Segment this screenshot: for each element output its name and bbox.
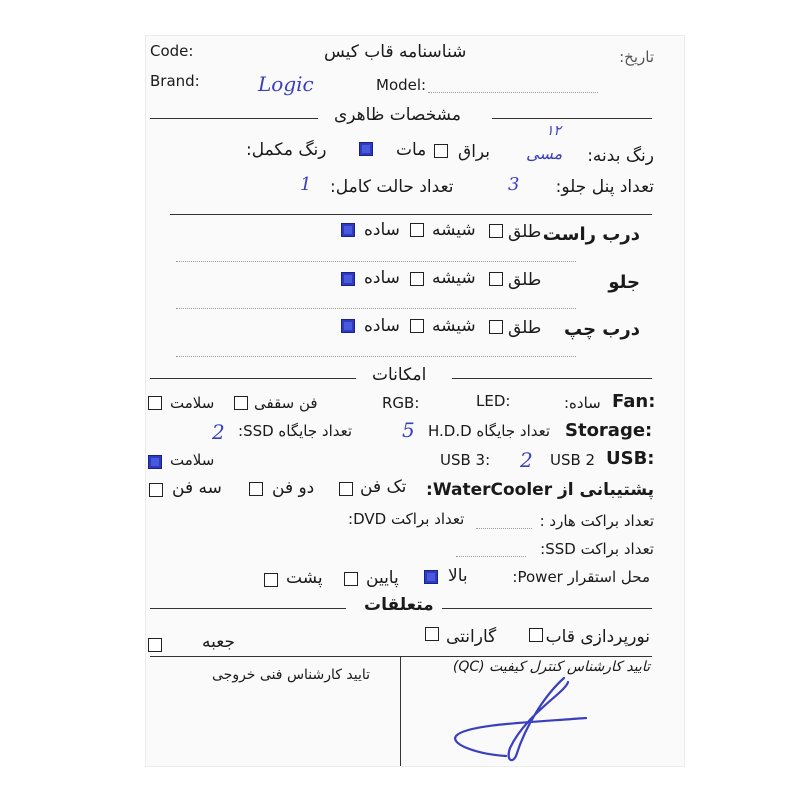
model-label: Model: — [376, 76, 427, 94]
approval-top-line — [150, 656, 652, 657]
exit-approval-label: تایید کارشناس فنی خروجی — [212, 667, 371, 683]
door-glass-label: شیشه — [432, 268, 476, 288]
door-mesh-checkbox[interactable] — [489, 224, 503, 238]
body-color-label: رنگ بدنه: — [587, 146, 654, 166]
brand-value[interactable]: Logic — [258, 72, 314, 96]
power-back-label: پشت — [286, 568, 323, 588]
usb2-value[interactable]: 2 — [520, 448, 533, 472]
door-mesh-checkbox[interactable] — [489, 272, 503, 286]
two-fan-label: دو فن — [272, 478, 315, 498]
door-mesh-label: طلق — [508, 270, 542, 290]
power-top-label: بالا — [448, 566, 468, 586]
features-section-title: امکانات — [372, 365, 427, 385]
appearance-section-title: مشخصات ظاهری — [334, 105, 461, 125]
section-divider-left — [150, 608, 346, 609]
accessories-section-title: متعلقات — [364, 595, 434, 615]
watercooler-title: پشتیبانی از WaterCooler: — [426, 480, 654, 500]
fan-healthy-label: سلامت — [170, 394, 215, 412]
door-title: درب راست — [542, 224, 640, 245]
one-fan-label: تک فن — [360, 477, 407, 497]
body-color-mark: ۱۲ — [546, 123, 562, 139]
dotted-line — [176, 261, 576, 262]
date-label: تاریخ: — [619, 48, 654, 66]
usb-healthy-label: سلامت — [170, 451, 215, 469]
ceiling-fan-checkbox[interactable] — [234, 396, 248, 410]
full-state-label: تعداد حالت کامل: — [330, 177, 454, 197]
door-plain-checkbox[interactable] — [341, 272, 355, 286]
form-title: شناسنامه قاب کیس — [324, 42, 467, 62]
door-glass-checkbox[interactable] — [410, 319, 424, 333]
door-plain-label: ساده — [364, 316, 400, 336]
door-glass-checkbox[interactable] — [410, 223, 424, 237]
section-divider-left — [150, 118, 318, 119]
warranty-label: گارانتی — [446, 627, 497, 647]
section-divider-right — [492, 118, 652, 119]
door-glass-label: شیشه — [432, 220, 476, 240]
brand-label: Brand: — [150, 72, 200, 90]
model-fill-line — [428, 92, 598, 93]
section-divider-left — [150, 378, 356, 379]
front-panels-value[interactable]: 3 — [508, 174, 520, 195]
ssd-count-value[interactable]: 2 — [212, 420, 225, 444]
ssd-bracket-label: تعداد براکت SSD: — [540, 540, 654, 558]
full-state-value[interactable]: 1 — [300, 174, 312, 195]
ceiling-fan-label: فن سقفی — [254, 394, 318, 412]
fan-led-label: LED: — [476, 392, 511, 410]
door-mesh-label: طلق — [508, 318, 542, 338]
body-color-value[interactable]: مسی — [526, 144, 563, 163]
fan-simple-label: ساده: — [564, 394, 601, 412]
appearance-bottom-line — [170, 214, 652, 215]
usb3-label: USB 3: — [440, 451, 491, 469]
front-panels-label: تعداد پنل جلو: — [555, 177, 654, 197]
qc-approval-label: تایید کارشناس کنترل کیفیت (QC) — [452, 659, 650, 675]
door-glass-label: شیشه — [432, 316, 476, 336]
door-title: جلو — [608, 272, 640, 293]
fan-rgb-label: RGB: — [382, 394, 420, 412]
lighting-checkbox[interactable] — [529, 628, 543, 642]
section-divider-right — [442, 608, 652, 609]
code-label: Code: — [150, 42, 194, 60]
dvd-bracket-label: تعداد براکت DVD: — [348, 510, 465, 528]
two-fan-checkbox[interactable] — [249, 482, 263, 496]
form-sheet — [146, 36, 684, 766]
power-bottom-checkbox[interactable] — [344, 572, 358, 586]
usb-healthy-checkbox[interactable] — [148, 455, 162, 469]
box-checkbox[interactable] — [148, 638, 162, 652]
door-plain-label: ساده — [364, 220, 400, 240]
door-mesh-checkbox[interactable] — [489, 320, 503, 334]
matte-checkbox[interactable] — [359, 142, 373, 156]
signature-scribble — [446, 674, 596, 764]
door-glass-checkbox[interactable] — [410, 272, 424, 286]
dotted-line — [476, 528, 532, 529]
matte-label: مات — [396, 140, 427, 160]
three-fan-checkbox[interactable] — [149, 483, 163, 497]
usb-title: USB: — [606, 448, 655, 469]
accent-color-label: رنگ مکمل: — [246, 140, 327, 160]
power-location-label: محل استقرار Power: — [512, 568, 650, 586]
dotted-line — [176, 308, 576, 309]
hdd-bracket-label: تعداد براکت هارد : — [539, 512, 654, 530]
glossy-label: براق — [458, 142, 491, 162]
door-plain-checkbox[interactable] — [341, 319, 355, 333]
lighting-label: نورپردازی قاب — [545, 627, 650, 647]
power-back-checkbox[interactable] — [264, 573, 278, 587]
three-fan-label: سه فن — [172, 478, 222, 498]
hdd-count-value[interactable]: 5 — [402, 418, 415, 442]
power-bottom-label: پایین — [366, 568, 399, 588]
usb2-label: USB 2 — [550, 451, 596, 469]
ssd-count-label: تعداد جایگاه SSD: — [238, 422, 353, 440]
fan-title: Fan: — [612, 391, 656, 412]
hdd-count-label: تعداد جایگاه H.D.D — [428, 422, 551, 440]
approval-divider — [400, 656, 401, 766]
section-divider-right — [452, 378, 652, 379]
door-plain-checkbox[interactable] — [341, 223, 355, 237]
power-top-checkbox[interactable] — [424, 570, 438, 584]
fan-healthy-checkbox[interactable] — [148, 396, 162, 410]
dotted-line — [176, 356, 576, 357]
warranty-checkbox[interactable] — [425, 627, 439, 641]
one-fan-checkbox[interactable] — [339, 482, 353, 496]
door-plain-label: ساده — [364, 268, 400, 288]
door-title: درب چپ — [564, 319, 640, 340]
door-mesh-label: طلق — [508, 222, 542, 242]
box-label: جعبه — [202, 632, 235, 652]
glossy-checkbox[interactable] — [434, 144, 448, 158]
storage-title: Storage: — [565, 420, 653, 441]
dotted-line — [456, 556, 526, 557]
